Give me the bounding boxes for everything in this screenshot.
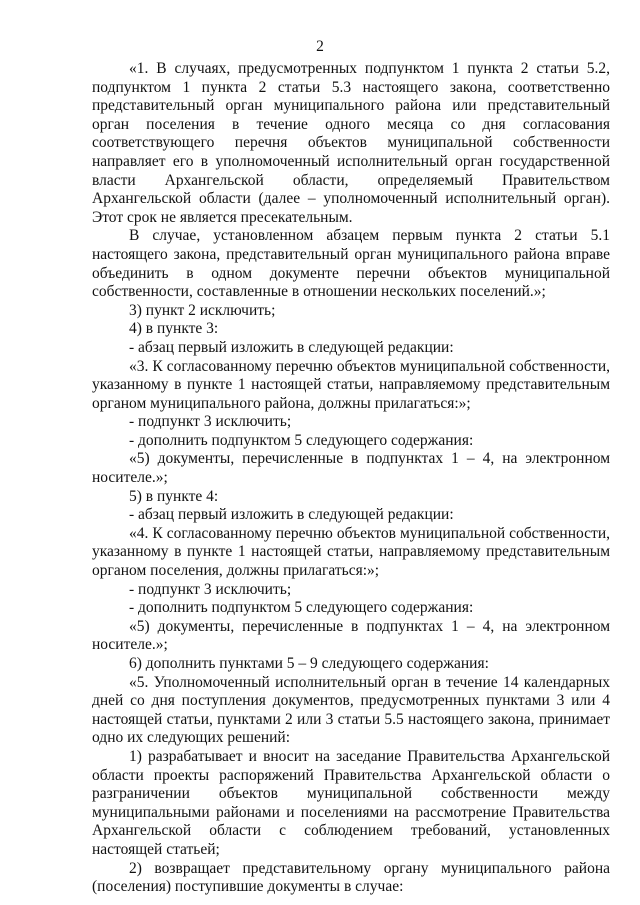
paragraph: - дополнить подпунктом 5 следующего содержания: <box>129 431 474 449</box>
page-number: 2 <box>316 38 324 55</box>
paragraph: 4) в пункте 3: <box>129 320 219 338</box>
paragraph: - подпункт 3 исключить; <box>129 580 292 598</box>
paragraph: - абзац первый изложить в следующей редакции: <box>129 506 454 524</box>
paragraph: - дополнить подпунктом 5 следующего содержания: <box>129 599 474 617</box>
document-body <box>92 60 610 897</box>
paragraph: - подпункт 3 исключить; <box>129 413 292 431</box>
paragraph: 6) дополнить пунктами 5 – 9 следующего содержания: <box>129 655 489 672</box>
paragraph: - абзац первый изложить в следующей редакции: <box>129 338 454 356</box>
paragraph: «4. К согласованному перечню объектов муниципальной собственности, указанному в пункте 1 настоящей статьи, направляемому представительным органом поселения, должны прилагаться:»; <box>92 524 610 580</box>
paragraph: 5) в пункте 4: <box>129 487 219 505</box>
paragraph: «5) документы, перечисленные в подпунктах 1 – 4, на электронном носителе.»; <box>92 450 610 487</box>
paragraph: 1) разрабатывает и вносит на заседание Правительства Архангельской области проекты распоряжений Правительства Архангельской области о разграничении объектов муниципальной собственности между муниципальными районами и поселениями на рассмотрение Правительства Архангельской области с соблюдением требований, установленных настоящей статьей; <box>92 747 610 858</box>
paragraph: 2) возвращает представительному органу муниципального района (поселения) поступившие документы в случае: <box>92 859 610 896</box>
paragraph: В случае, установленном абзацем первым пункта 2 статьи 5.1 настоящего закона, представительный орган муниципального района вправе объединить в одном документе перечни объектов муниципальной собственности, составленные в отношении нескольких поселений.»; <box>92 227 610 301</box>
paragraph: «1. В случаях, предусмотренных подпунктом 1 пункта 2 статьи 5.2, подпунктом 1 пункта 2 статьи 5.3 настоящего закона, соответственно представительный орган муниципального района или представительный орган поселения в течение одного месяца со дня согласования соответствующего перечня объектов муниципальной собственности направляет его в уполномоченный исполнительный орган государственной власти Архангельской области, определяемый Правительством Архангельской области (далее – уполномоченный исполнительный орган). Этот срок не является пресекательным. <box>92 60 610 226</box>
paragraph: «5. Уполномоченный исполнительный орган в течение 14 календарных дней со дня поступления документов, предусмотренных пунктами 3 или 4 настоящей статьи, пунктами 2 или 3 статьи 5.5 настоящего закона, принимает одно их следующих решений: <box>92 673 610 747</box>
paragraph: 3) пункт 2 исключить; <box>129 301 276 319</box>
paragraph: «3. К согласованному перечню объектов муниципальной собственности, указанному в пункте 1 настоящей статьи, направляемому представительным органом муниципального района, должны прилагаться:»; <box>92 357 610 412</box>
paragraph: «5) документы, перечисленные в подпунктах 1 – 4, на электронном носителе.»; <box>92 617 610 654</box>
